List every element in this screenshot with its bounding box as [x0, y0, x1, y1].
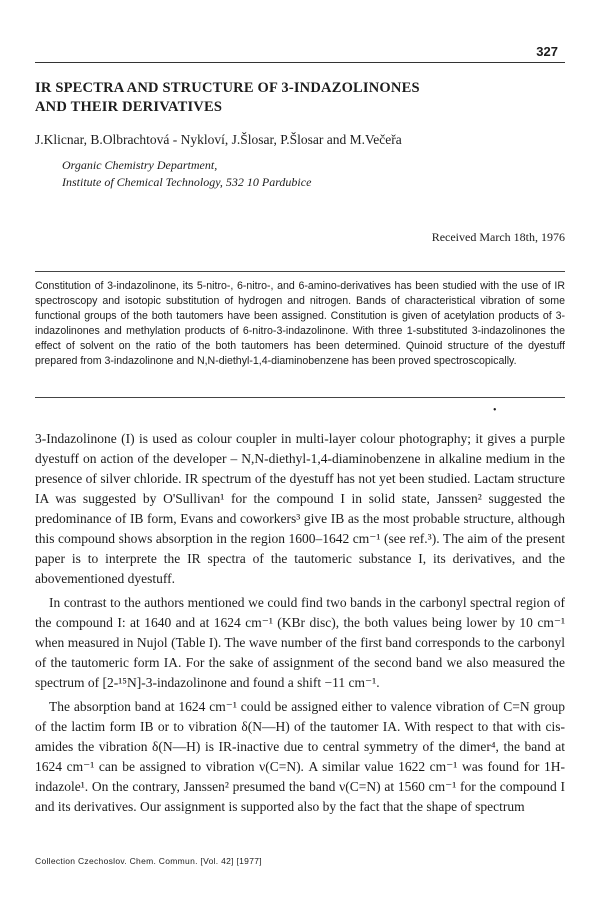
paragraph-2: In contrast to the authors mentioned we could find two bands in the carbonyl spectral region of the compound I: at 1640 and at 1624 cm⁻¹ (KBr disc), the both values being lower by 10 cm⁻¹ when measured in Nujol (Table I). The wave number of the first band corresponds to the carbonyl of the tautomeric form IA. For the sake of assignment of the second band we also measured the spectrum of [2-¹⁵N]-3-indazolinone and found a shift −11 cm⁻¹. [35, 595, 565, 690]
journal-footer: Collection Czechoslov. Chem. Commun. [Vol. 42] [1977] [35, 856, 262, 866]
affiliation-line-1: Organic Chemistry Department, [62, 158, 218, 172]
page-number: 327 [536, 44, 558, 59]
received-date: Received March 18th, 1976 [431, 230, 565, 244]
print-dot: • [493, 405, 497, 416]
affiliation-line-2: Institute of Chemical Technology, 532 10 Pardubice [62, 175, 312, 189]
abstract: Constitution of 3-indazolinone, its 5-nitro-, 6-nitro-, and 6-amino-derivatives has been studied with the use of IR spectroscopy and isotopic substitution of hydrogen and nitrogen. Bands of characteristical vibration of some functional groups of the both tautomers have been assigned. Constitution is given of acetylation products of 3-indazolinones and methylation products of 6-nitro-3-indazolinone. With three 1-substituted 3-indazolinones the effect of solvent on the ratio of the both tautomers has been determined. Quinoid structure of the dyestuff prepared from 3-indazolinone and N,N-diethyl-1,4-diaminobenzene has been proved spectroscopically. [35, 280, 565, 368]
abstract-rule-top [35, 271, 565, 272]
article-title [35, 79, 565, 117]
abstract-rule-bottom [35, 397, 565, 398]
title-line-1: IR SPECTRA AND STRUCTURE OF 3-INDAZOLINONES [35, 80, 420, 96]
title-line-2: AND THEIR DERIVATIVES [35, 99, 223, 115]
paragraph-1: 3-Indazolinone (I) is used as colour coupler in multi-layer colour photography; it gives a purple dyestuff on action of the developer – N,N-diethyl-1,4-diaminobenzene in alkaline medium in the presence of silver chloride. IR spectrum of the dyestuff has not yet been studied. Lactam structure IA was suggested by O'Sullivan¹ for the compound I in solid state, Janssen² suggested the predominance of IB form, Evans and coworkers³ give IB as the most probable structure, although this compound shows absorption in the region 1600–1642 cm⁻¹ (see ref.³). The aim of the present paper is to interprete the IR spectra of the tautomeric substance I, its derivatives, and the abovementioned dyestuff. [35, 431, 565, 586]
affiliation [62, 157, 562, 191]
header-rule [35, 62, 565, 63]
paragraph-3: The absorption band at 1624 cm⁻¹ could be assigned either to valence vibration of C=N group of the lactim form IB or to vibration δ(N—H) of the tautomer IA. With respect to that with cis-amides the vibration δ(N—H) is IR-inactive due to central symmetry of the dimer⁴, the band at 1624 cm⁻¹ can be assigned to vibration ν(C=N). A similar value 1622 cm⁻¹ was found for 1H-indazole¹. On the contrary, Janssen² presumed the band ν(C=N) at 1560 cm⁻¹ for the compound I and its derivatives. Our assignment is supported also by the fact that the shape of spectrum [35, 699, 565, 814]
author-list: J.Klicnar, B.Olbrachtová - Nykloví, J.Šlosar, P.Šlosar and M.Večeřa [35, 132, 402, 147]
body-text [35, 429, 565, 817]
